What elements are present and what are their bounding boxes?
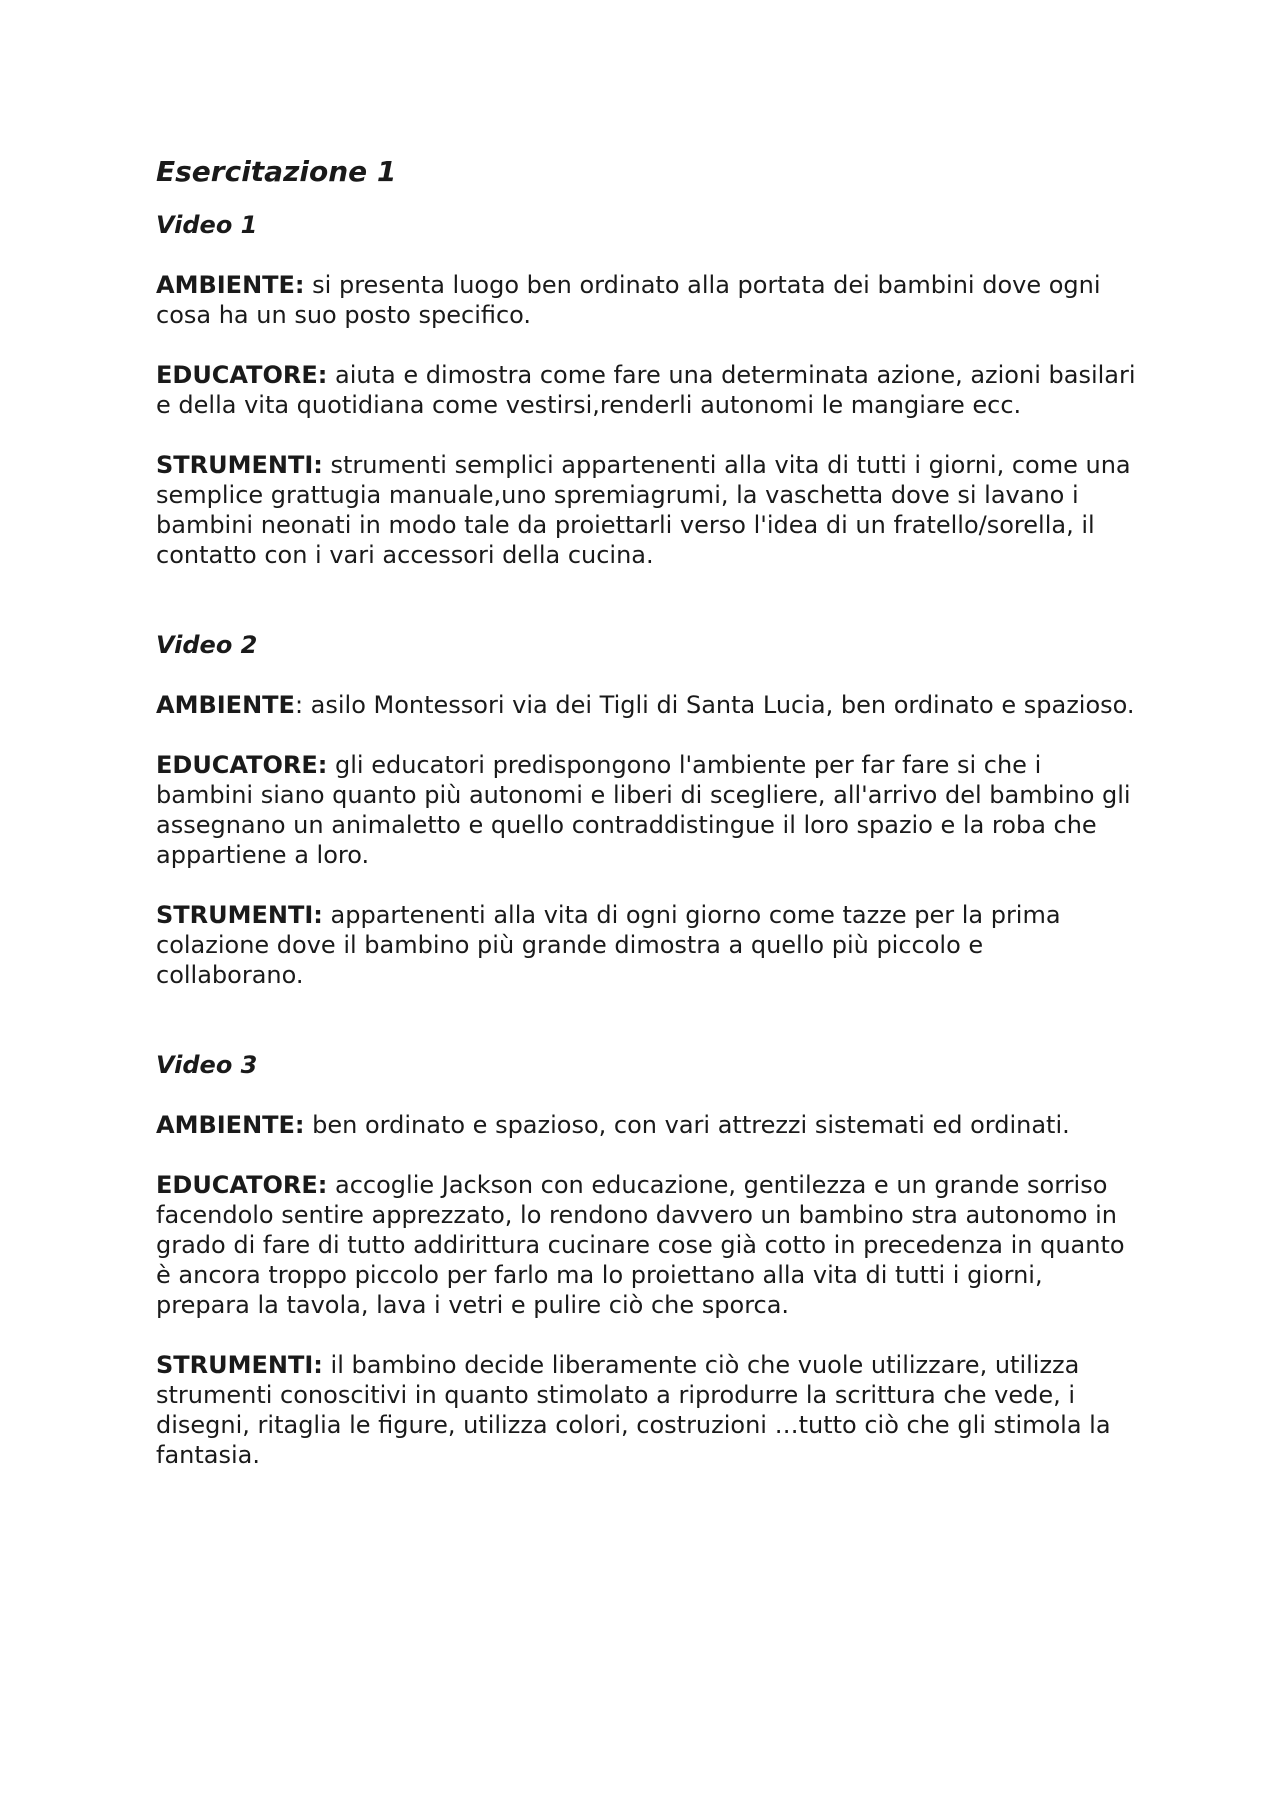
ambiente-label: AMBIENTE [156, 691, 295, 719]
educatore-label: EDUCATORE: [156, 751, 328, 779]
video-section-3 [156, 1050, 1136, 1470]
video-heading: Video 1 [156, 211, 258, 239]
ambiente-paragraph [156, 690, 1136, 720]
strumenti-paragraph [156, 900, 1136, 990]
ambiente-paragraph [156, 270, 1136, 330]
ambiente-text: ben ordinato e spazioso, con vari attrezzi sistemati ed ordinati. [304, 1111, 1070, 1139]
document-title: Esercitazione 1 [156, 155, 397, 188]
ambiente-label: AMBIENTE: [156, 1111, 305, 1139]
video-heading: Video 2 [156, 631, 258, 659]
strumenti-label: STRUMENTI: [156, 1351, 323, 1379]
educatore-text: aiuta e dimostra come fare una determinata azione, azioni basilari e della vita quotidiana come vestirsi,renderli autonomi le mangiare ecc. [156, 361, 1136, 419]
ambiente-paragraph [156, 1110, 1136, 1140]
educatore-text: gli educatori predispongono l'ambiente per far fare si che i bambini siano quanto più autonomi e liberi di scegliere, all'arrivo del bambino gli assegnano un animaletto e quello contraddistingue il loro spazio e la roba che appartiene a loro. [156, 751, 1131, 869]
educatore-label: EDUCATORE: [156, 1171, 328, 1199]
video-section-2 [156, 630, 1136, 990]
strumenti-label: STRUMENTI: [156, 901, 323, 929]
educatore-text: accoglie Jackson con educazione, gentilezza e un grande sorriso facendolo sentire apprezzato, lo rendono davvero un bambino stra autonomo in grado di fare di tutto addirittura cucinare cose già cotto in precedenza in quanto è ancora troppo piccolo per farlo ma lo proiettano alla vita di tutti i giorni, prepara la tavola, lava i vetri e pulire ciò che sporca. [156, 1171, 1125, 1319]
strumenti-text: il bambino decide liberamente ciò che vuole utilizzare, utilizza strumenti conoscitivi in quanto stimolato a riprodurre la scrittura che vede, i disegni, ritaglia le figure, utilizza colori, costruzioni …tutto ciò che gli stimola la fantasia. [156, 1351, 1111, 1469]
ambiente-label: AMBIENTE: [156, 271, 305, 299]
strumenti-text: strumenti semplici appartenenti alla vita di tutti i giorni, come una semplice grattugia manuale,uno spremiagrumi, la vaschetta dove si lavano i bambini neonati in modo tale da proiettarli verso l'idea di un fratello/sorella, il contatto con i vari accessori della cucina. [156, 451, 1131, 569]
strumenti-paragraph [156, 450, 1136, 570]
ambiente-text: si presenta luogo ben ordinato alla portata dei bambini dove ogni cosa ha un suo posto specifico. [156, 271, 1101, 329]
educatore-label: EDUCATORE: [156, 361, 328, 389]
educatore-paragraph [156, 750, 1136, 870]
spacer [156, 194, 1136, 210]
strumenti-label: STRUMENTI: [156, 451, 323, 479]
strumenti-paragraph [156, 1350, 1136, 1470]
document-page [156, 150, 1136, 1470]
video-heading: Video 3 [156, 1051, 258, 1079]
ambiente-text: : asilo Montessori via dei Tigli di Santa Lucia, ben ordinato e spazioso. [294, 691, 1135, 719]
video-section-1 [156, 210, 1136, 570]
strumenti-text: appartenenti alla vita di ogni giorno come tazze per la prima colazione dove il bambino più grande dimostra a quello più piccolo e collaborano. [156, 901, 1061, 989]
educatore-paragraph [156, 360, 1136, 420]
educatore-paragraph [156, 1170, 1136, 1320]
